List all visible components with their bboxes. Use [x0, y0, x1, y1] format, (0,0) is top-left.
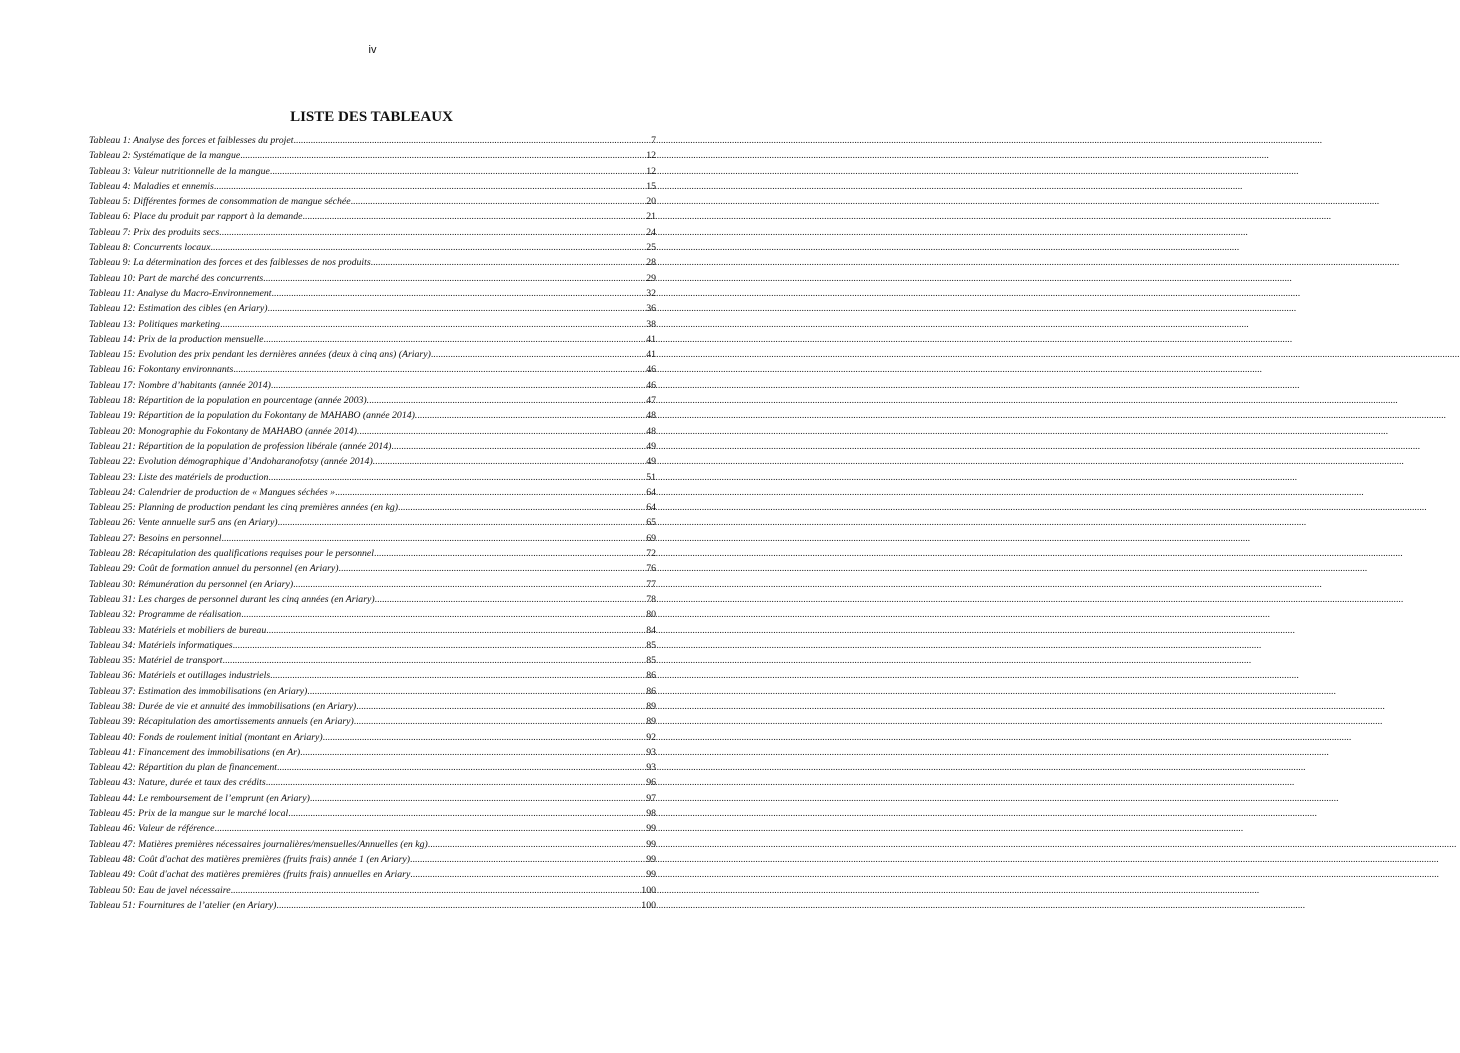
toc-entry[interactable]: [89, 485, 656, 500]
toc-entry-page-number: 69: [646, 532, 656, 544]
dot-leader: [335, 485, 645, 500]
toc-entry[interactable]: [89, 852, 656, 867]
toc-entry-page-number: 77: [646, 578, 656, 590]
toc-entry-page-number: 25: [646, 242, 656, 254]
toc-entry[interactable]: [89, 623, 656, 638]
toc-entry-page-number: 51: [646, 471, 656, 483]
toc-entry[interactable]: [89, 561, 656, 576]
toc-entry-page-number: 86: [646, 685, 656, 697]
toc-entry-page-number: 99: [646, 823, 656, 835]
dot-leader: [266, 775, 646, 790]
toc-entry-page-number: 78: [646, 593, 656, 605]
dot-leader: [431, 347, 645, 362]
toc-entry-page-number: 48: [646, 425, 656, 437]
toc-entry-page-number: 12: [646, 150, 656, 162]
dot-leader: [391, 439, 645, 454]
toc-entry[interactable]: [89, 714, 656, 729]
dot-leader: [210, 240, 645, 255]
dot-leader: [240, 148, 645, 163]
toc-entry-label: Tableau 32: Programme de réalisation: [89, 609, 242, 621]
toc-entry[interactable]: [89, 806, 656, 821]
toc-entry-label: Tableau 34: Matériels informatiques: [89, 639, 233, 651]
dot-leader: [268, 301, 646, 316]
toc-entry-page-number: 99: [646, 869, 656, 881]
toc-entry-page-number: 72: [646, 548, 656, 560]
toc-entry-page-number: 29: [646, 272, 656, 284]
toc-entry-label: Tableau 49: Coût d'achat des matières premières (fruits frais) annuelles en Ariary: [89, 869, 411, 881]
dot-leader: [264, 332, 646, 347]
toc-entry-label: Tableau 46: Valeur de référence: [89, 823, 215, 835]
toc-entry-label: Tableau 3: Valeur nutritionnelle de la mangue: [89, 165, 270, 177]
toc-entry[interactable]: [89, 240, 656, 255]
toc-entry[interactable]: [89, 225, 656, 240]
toc-entry[interactable]: [89, 408, 656, 423]
toc-entry-page-number: 96: [646, 777, 656, 789]
dot-leader: [307, 684, 645, 699]
dot-leader: [263, 271, 645, 286]
toc-entry-label: Tableau 44: Le remboursement de l’emprunt (en Ariary): [89, 792, 310, 804]
toc-entry-page-number: 12: [646, 165, 656, 177]
toc-entry-label: Tableau 29: Coût de formation annuel du personnel (en Ariary): [89, 563, 339, 575]
toc-entry-label: Tableau 43: Nature, durée et taux des crédits: [89, 777, 266, 789]
toc-entry[interactable]: [89, 791, 656, 806]
dot-leader: [233, 638, 646, 653]
toc-entry[interactable]: [89, 898, 656, 913]
toc-entry-page-number: 46: [646, 364, 656, 376]
toc-entry-page-number: 100: [641, 884, 656, 896]
toc-entry-page-number: 65: [646, 517, 656, 529]
dot-leader: [375, 592, 646, 607]
toc-entry-label: Tableau 48: Coût d'achat des matières premières (fruits frais) année 1 (en Ariary): [89, 853, 411, 865]
toc-entry-page-number: 93: [646, 746, 656, 758]
dot-leader: [278, 515, 646, 530]
dot-leader: [288, 806, 645, 821]
toc-entry[interactable]: [89, 684, 656, 699]
dot-leader: [351, 194, 646, 209]
toc-entry-label: Tableau 51: Fournitures de l’atelier (en Ariary): [89, 899, 277, 911]
toc-entry-label: Tableau 7: Prix des produits secs: [89, 226, 220, 238]
toc-entry-label: Tableau 6: Place du produit par rapport à la demande: [89, 211, 303, 223]
dot-leader: [417, 408, 645, 423]
dot-leader: [223, 653, 646, 668]
toc-entry-label: Tableau 41: Financement des immobilisations (en Ar): [89, 746, 301, 758]
toc-entry-label: Tableau 30: Rémunération du personnel (en Ariary): [89, 578, 294, 590]
toc-entry-page-number: 47: [646, 395, 656, 407]
toc-entry[interactable]: [89, 699, 656, 714]
toc-entry[interactable]: [89, 775, 656, 790]
toc-entry-page-number: 21: [646, 211, 656, 223]
dot-leader: [214, 179, 645, 194]
dot-leader: [323, 730, 646, 745]
toc-entry-label: Tableau 14: Prix de la production mensuelle: [89, 333, 264, 345]
toc-entry-label: Tableau 47: Matières premières nécessaires journalières/mensuelles/Annuelles (en kg): [89, 838, 428, 850]
toc-entry-page-number: 38: [646, 318, 656, 330]
toc-entry-label: Tableau 31: Les charges de personnel durant les cinq années (en Ariary): [89, 593, 375, 605]
dot-leader: [233, 362, 645, 377]
toc-entry[interactable]: [89, 393, 656, 408]
toc-entry-label: Tableau 26: Vente annuelle sur5 ans (en Ariary): [89, 517, 278, 529]
toc-entry-label: Tableau 9: La détermination des forces et des faiblesses de nos produits: [89, 257, 371, 269]
dot-leader: [302, 209, 645, 224]
dot-leader: [410, 852, 645, 867]
toc-entry-label: Tableau 12: Estimation des cibles (en Ariary): [89, 303, 268, 315]
dot-leader: [270, 668, 645, 683]
toc-entry[interactable]: [89, 577, 656, 592]
toc-entry[interactable]: [89, 638, 656, 653]
toc-entry-page-number: 41: [646, 333, 656, 345]
toc-entry-label: Tableau 33: Matériels et mobiliers de bureau: [89, 624, 267, 636]
dot-leader: [310, 791, 645, 806]
dot-leader: [277, 760, 645, 775]
toc-entry-label: Tableau 17: Nombre d’habitants (année 2014): [89, 379, 271, 391]
toc-entry[interactable]: [89, 745, 656, 760]
toc-entry[interactable]: [89, 424, 656, 439]
toc-entry-page-number: 84: [646, 624, 656, 636]
toc-entry-label: Tableau 4: Maladies et ennemis: [89, 180, 214, 192]
toc-entry[interactable]: [89, 164, 656, 179]
toc-entry-page-number: 99: [646, 838, 656, 850]
page-title: [0, 108, 745, 126]
toc-entry[interactable]: [89, 837, 656, 852]
dot-leader: [293, 133, 650, 148]
dot-leader: [271, 378, 645, 393]
dot-leader: [268, 470, 645, 485]
toc-entry-page-number: 76: [646, 563, 656, 575]
toc-entry[interactable]: [89, 531, 656, 546]
toc-entry-label: Tableau 38: Durée de vie et annuité des immobilisations (en Ariary): [89, 700, 357, 712]
toc-entry-label: Tableau 36: Matériels et outillages industriels: [89, 670, 271, 682]
toc-entry-label: Tableau 25: Planning de production pendant les cinq premières années (en kg): [89, 502, 398, 514]
dot-leader: [221, 531, 645, 546]
toc-entry-page-number: 89: [646, 700, 656, 712]
dot-leader: [293, 577, 645, 592]
toc-entry-label: Tableau 28: Récapitulation des qualifications requises pour le personnel: [89, 548, 374, 560]
toc-entry-label: Tableau 21: Répartition de la population de profession libérale (année 2014): [89, 440, 392, 452]
toc-entry-label: Tableau 24: Calendrier de production de « Mangues séchées »: [89, 486, 336, 498]
toc-entry-label: Tableau 39: Récapitulation des amortissements annuels (en Ariary): [89, 716, 354, 728]
toc-entry-label: Tableau 45: Prix de la mangue sur le marché local: [89, 808, 289, 820]
toc-entry[interactable]: [89, 148, 656, 163]
toc-entry[interactable]: [89, 607, 656, 622]
toc-entry-label: Tableau 42: Répartition du plan de financement: [89, 762, 277, 774]
toc-entry-page-number: 93: [646, 762, 656, 774]
toc-entry-label: Tableau 10: Part de marché des concurrents: [89, 272, 264, 284]
toc-entry[interactable]: [89, 286, 656, 301]
toc-entry[interactable]: [89, 179, 656, 194]
toc-entry-page-number: 28: [646, 257, 656, 269]
toc-entry[interactable]: [89, 209, 656, 224]
dot-leader: [215, 821, 646, 836]
toc-entry-page-number: 89: [646, 716, 656, 728]
dot-leader: [371, 255, 646, 270]
toc-entry[interactable]: [89, 500, 656, 515]
page-number: iv: [368, 44, 377, 56]
dot-leader: [219, 225, 645, 240]
toc-entry-label: Tableau 18: Répartition de la population en pourcentage (année 2003).: [89, 395, 370, 407]
dot-leader: [410, 867, 645, 882]
toc-entry[interactable]: [89, 301, 656, 316]
dot-leader: [359, 424, 645, 439]
toc-entry-label: Tableau 16: Fokontany environnants: [89, 364, 234, 376]
toc-entry-page-number: 64: [646, 486, 656, 498]
toc-entry[interactable]: [89, 255, 656, 270]
dot-leader: [300, 745, 645, 760]
toc-entry-page-number: 36: [646, 303, 656, 315]
toc-entry-label: Tableau 1: Analyse des forces et faiblesses du projet: [89, 135, 294, 146]
toc-entry[interactable]: [89, 332, 656, 347]
toc-entry[interactable]: [89, 867, 656, 882]
toc-entry[interactable]: [89, 821, 656, 836]
toc-entry-page-number: 64: [646, 502, 656, 514]
toc-entry-label: Tableau 11: Analyse du Macro-Environnement: [89, 287, 272, 299]
toc-entry-label: Tableau 15: Evolution des prix pendant les dernières années (deux à cinq ans) (Ariary): [89, 349, 431, 361]
dot-leader: [375, 454, 645, 469]
toc-entry-label: Tableau 19: Répartition de la population du Fokontany de MAHABO (année 2014).: [89, 410, 418, 422]
toc-entry[interactable]: [89, 515, 656, 530]
toc-entry-page-number: 24: [646, 226, 656, 238]
toc-entry-page-number: 49: [646, 456, 656, 468]
toc-entry[interactable]: [89, 378, 656, 393]
toc-entry[interactable]: [89, 653, 656, 668]
toc-entry[interactable]: [89, 546, 656, 561]
toc-entry-page-number: 98: [646, 808, 656, 820]
table-list: [89, 133, 656, 913]
dot-leader: [374, 546, 645, 561]
toc-entry-label: Tableau 40: Fonds de roulement initial (montant en Ariary): [89, 731, 323, 743]
dot-leader: [428, 837, 645, 852]
page-title-text: LISTE DES TABLEAUX: [290, 109, 453, 125]
dot-leader: [339, 561, 646, 576]
toc-entry-label: Tableau 13: Politiques marketing: [89, 318, 221, 330]
dot-leader: [276, 898, 640, 913]
toc-entry-page-number: 100: [641, 899, 656, 911]
toc-entry-page-number: 97: [646, 792, 656, 804]
toc-entry-label: Tableau 2: Systématique de la mangue: [89, 150, 241, 162]
toc-entry[interactable]: [89, 470, 656, 485]
toc-entry[interactable]: [89, 317, 656, 332]
toc-entry-page-number: 85: [646, 655, 656, 667]
toc-entry-page-number: 48: [646, 410, 656, 422]
dot-leader: [354, 714, 645, 729]
toc-entry[interactable]: [89, 668, 656, 683]
toc-entry-page-number: 41: [646, 349, 656, 361]
dot-leader: [398, 500, 645, 515]
dot-leader: [271, 286, 645, 301]
dot-leader: [369, 393, 645, 408]
dot-leader: [356, 699, 645, 714]
toc-entry-page-number: 92: [646, 731, 656, 743]
dot-leader: [220, 317, 645, 332]
toc-entry-page-number: 15: [646, 180, 656, 192]
toc-entry-page-number: 80: [646, 609, 656, 621]
toc-entry-label: Tableau 35: Matériel de transport: [89, 655, 223, 667]
dot-leader: [266, 623, 645, 638]
toc-entry-label: Tableau 37: Estimation des immobilisations (en Ariary): [89, 685, 308, 697]
dot-leader: [270, 164, 645, 179]
toc-entry-page-number: 20: [646, 196, 656, 208]
toc-entry-label: Tableau 23: Liste des matériels de production: [89, 471, 269, 483]
toc-entry-label: Tableau 50: Eau de javel nécessaire: [89, 884, 231, 896]
toc-entry[interactable]: [89, 439, 656, 454]
toc-entry-page-number: 99: [646, 853, 656, 865]
toc-entry-page-number: 49: [646, 440, 656, 452]
toc-entry-label: Tableau 5: Différentes formes de consommation de mangue séchée: [89, 196, 351, 208]
toc-entry[interactable]: [89, 883, 656, 898]
toc-entry-page-number: 85: [646, 639, 656, 651]
toc-entry[interactable]: [89, 194, 656, 209]
toc-entry[interactable]: [89, 760, 656, 775]
dot-leader: [231, 883, 641, 898]
toc-entry-label: Tableau 8: Concurrents locaux: [89, 242, 211, 254]
toc-entry-label: Tableau 22: Evolution démographique d’Andoharanofotsy (année 2014).: [89, 456, 376, 468]
toc-entry[interactable]: [89, 271, 656, 286]
toc-entry-page-number: 86: [646, 670, 656, 682]
toc-entry-label: Tableau 20: Monographie du Fokontany de MAHABO (année 2014).: [89, 425, 360, 437]
toc-entry-page-number: 46: [646, 379, 656, 391]
toc-entry[interactable]: [89, 592, 656, 607]
toc-entry[interactable]: [89, 347, 656, 362]
toc-entry[interactable]: [89, 730, 656, 745]
toc-entry-page-number: 7: [651, 135, 656, 146]
toc-entry[interactable]: [89, 454, 656, 469]
toc-entry[interactable]: [89, 133, 656, 148]
dot-leader: [241, 607, 645, 622]
toc-entry-page-number: 32: [646, 287, 656, 299]
toc-entry[interactable]: [89, 362, 656, 377]
toc-entry-label: Tableau 27: Besoins en personnel: [89, 532, 222, 544]
